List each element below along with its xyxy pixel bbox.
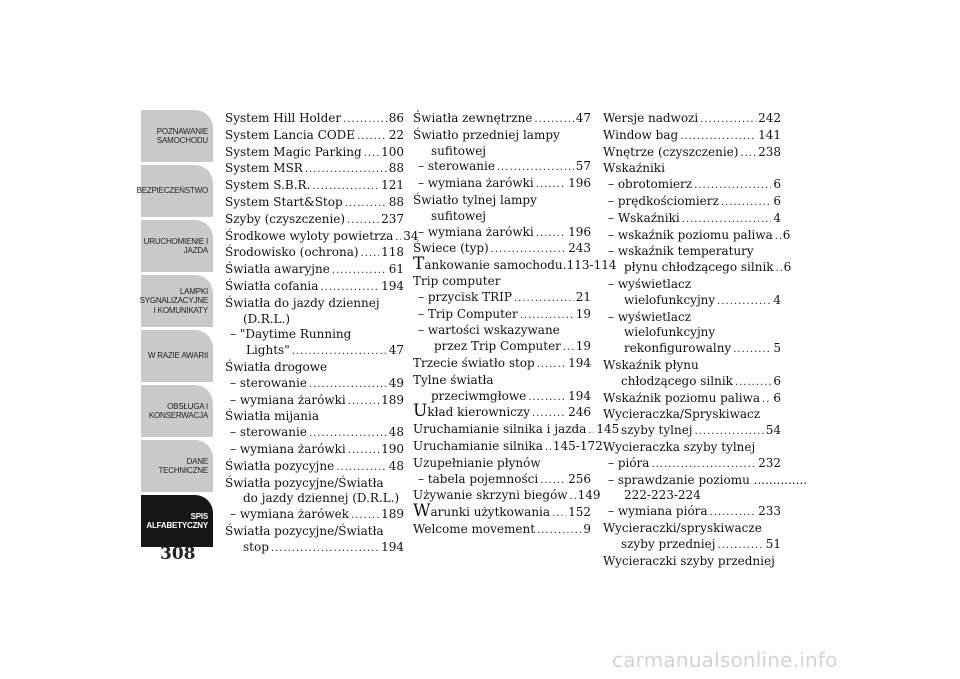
index-entry bbox=[603, 277, 781, 310]
index-entry bbox=[225, 327, 404, 360]
index-entry-text: Światła pozycyjne/Światła bbox=[225, 523, 384, 538]
leader-dots bbox=[320, 279, 379, 296]
section-tab[interactable]: LAMPKI SYGNALIZACYJNE I KOMUNIKATY bbox=[141, 275, 213, 327]
section-tab[interactable]: URUCHOMIENIE I JAZDA bbox=[141, 220, 213, 272]
leader-dots bbox=[336, 459, 386, 476]
leader-dots bbox=[271, 540, 379, 557]
index-entry bbox=[603, 145, 781, 162]
index-entry bbox=[413, 307, 591, 324]
index-entry-label: Światła zewnętrzne bbox=[413, 111, 533, 125]
index-entry-label: – wymiana żarówki bbox=[418, 224, 534, 239]
page-reference[interactable]: 194 bbox=[568, 355, 591, 370]
index-entry bbox=[225, 360, 404, 376]
page-reference[interactable]: 194 bbox=[381, 278, 404, 293]
leader-dots bbox=[694, 177, 771, 194]
page-number: 308 bbox=[160, 544, 196, 564]
page-reference[interactable]: 22 bbox=[388, 127, 404, 142]
index-entry-text: – wyświetlacz bbox=[608, 276, 692, 291]
index-entry bbox=[225, 279, 404, 296]
page-reference[interactable]: 21 bbox=[575, 289, 591, 304]
page-reference[interactable]: 152 bbox=[568, 505, 591, 520]
index-entry-label: przez Trip Computer bbox=[434, 339, 561, 354]
index-entry-label: – wymiana żarówek bbox=[230, 507, 350, 522]
index-entry bbox=[225, 425, 404, 442]
page-reference[interactable]: 4 bbox=[773, 210, 781, 225]
index-entry-text: – wyświetlacz bbox=[608, 309, 692, 324]
index-entry-label: Lights" bbox=[246, 343, 290, 358]
index-entry bbox=[603, 244, 792, 277]
index-entry bbox=[225, 442, 404, 459]
leader-dots bbox=[491, 241, 566, 258]
leader-dots bbox=[540, 472, 566, 489]
leader-dots bbox=[762, 391, 771, 408]
index-entry bbox=[603, 554, 781, 570]
leader-dots bbox=[721, 194, 772, 211]
index-entry-label: Używanie skrzyni biegów bbox=[413, 488, 568, 503]
leader-dots bbox=[348, 442, 379, 459]
leader-dots bbox=[717, 293, 771, 310]
leader-dots bbox=[345, 195, 387, 212]
index-initial-letter: T bbox=[413, 254, 425, 275]
index-entry-label: System Magic Parking bbox=[225, 144, 362, 159]
index-entry-text: Wycieraczki szyby przedniej bbox=[603, 553, 775, 568]
index-entry-label: Welcome movement bbox=[413, 521, 536, 536]
leader-dots bbox=[309, 425, 387, 442]
index-entry-label: – prędkościomierz bbox=[608, 193, 719, 208]
leader-dots: . bbox=[562, 258, 567, 273]
index-entry bbox=[603, 407, 781, 440]
leader-dots bbox=[309, 376, 387, 393]
page-reference[interactable]: 194 bbox=[568, 388, 591, 403]
index-entry-label: Światła pozycyjne bbox=[225, 458, 335, 473]
page-reference[interactable]: 196 bbox=[568, 224, 591, 239]
page-reference[interactable]: 51 bbox=[765, 536, 781, 551]
index-entry-text: Światła do jazdy dziennej bbox=[225, 295, 380, 310]
leader-dots bbox=[588, 422, 594, 439]
page-reference[interactable]: 145 bbox=[596, 422, 620, 437]
page-reference[interactable]: 48 bbox=[388, 458, 404, 473]
index-entry-label: – Wskaźniki bbox=[608, 210, 680, 225]
page-reference[interactable]: 243 bbox=[568, 241, 591, 256]
index-entry-text: Światła pozycyjne/Światła bbox=[225, 475, 384, 490]
index-entry bbox=[225, 245, 404, 262]
index-entry-label: – wymiana żarówki bbox=[230, 392, 346, 407]
leader-dots bbox=[570, 488, 576, 505]
leader-dots bbox=[528, 389, 566, 406]
index-entry-text: Wycieraczki/spryskiwacze bbox=[603, 520, 762, 535]
page-reference[interactable]: 6 bbox=[782, 227, 791, 242]
index-entry bbox=[603, 128, 781, 145]
index-entry-label: szyby tylnej bbox=[621, 423, 693, 438]
index-entry-label: – tabela pojemności bbox=[418, 471, 539, 486]
leader-dots bbox=[361, 245, 380, 262]
index-entry-text: – wartości wskazywane bbox=[418, 323, 560, 338]
index-entry-label: arunki użytkowania bbox=[430, 505, 551, 520]
index-entry bbox=[413, 176, 591, 193]
section-tab[interactable]: OBSŁUGA I KONSERWACJA bbox=[141, 385, 213, 437]
index-entry bbox=[603, 521, 781, 554]
page-reference[interactable]: 47 bbox=[388, 343, 404, 358]
page-reference[interactable]: 6 bbox=[773, 390, 781, 405]
index-entry-text: – wskaźnik temperatury bbox=[608, 244, 754, 259]
index-entry bbox=[603, 358, 781, 391]
index-entry bbox=[225, 476, 404, 508]
index-entry-label: Uruchamianie silnika i jazda bbox=[413, 422, 587, 437]
index-entry-label: Środowisko (ochrona) bbox=[225, 245, 359, 260]
index-entry-text: (D.R.L.) bbox=[243, 311, 291, 326]
index-entry-text: Tylne światła bbox=[413, 372, 494, 387]
index-entry bbox=[413, 522, 591, 539]
index-entry bbox=[225, 507, 404, 524]
leader-dots bbox=[537, 356, 566, 373]
index-entry-label: Wersje nadwozi bbox=[603, 111, 699, 125]
leader-dots bbox=[292, 343, 387, 360]
index-entry bbox=[413, 159, 591, 176]
leader-dots bbox=[395, 229, 401, 246]
index-entry-label: wielofunkcyjny bbox=[624, 292, 716, 307]
index-entry bbox=[603, 440, 781, 456]
leader-dots bbox=[552, 505, 566, 522]
index-entry bbox=[225, 128, 404, 145]
page-reference[interactable]: 149 bbox=[577, 488, 601, 503]
index-entry-label: Wskaźnik poziomu paliwa bbox=[603, 390, 761, 405]
page-reference[interactable]: 6 bbox=[773, 373, 781, 388]
leader-dots bbox=[305, 161, 387, 178]
page-reference[interactable]: 49 bbox=[388, 375, 404, 390]
index-entry-label: chłodzącego silnik bbox=[621, 373, 733, 388]
index-entry bbox=[413, 254, 617, 275]
page-reference[interactable]: 196 bbox=[568, 176, 591, 191]
index-entry bbox=[603, 472, 808, 505]
page-reference[interactable]: 9 bbox=[583, 521, 591, 536]
index-entry-text: do jazdy dziennej (D.R.L.) bbox=[243, 491, 400, 506]
leader-dots bbox=[775, 228, 781, 245]
index-entry bbox=[413, 456, 591, 472]
leader-dots bbox=[733, 341, 771, 358]
index-entry-label: – pióra bbox=[608, 455, 650, 470]
index-entry-label: – wskaźnik poziomu paliwa bbox=[608, 227, 773, 242]
index-entry bbox=[603, 504, 781, 521]
leader-dots bbox=[347, 212, 379, 229]
leader-dots bbox=[536, 225, 566, 242]
section-tab[interactable]: BEZPIECZEŃSTWO bbox=[141, 165, 213, 217]
leader-dots bbox=[776, 260, 782, 277]
leader-dots bbox=[682, 211, 772, 228]
index-column-3 bbox=[603, 111, 808, 569]
index-entry-label: – sterowanie bbox=[230, 425, 307, 440]
index-entry-label: – sterowanie bbox=[230, 375, 307, 390]
leader-dots bbox=[563, 339, 574, 356]
page-reference[interactable]: 232 bbox=[758, 455, 781, 470]
page-reference[interactable]: 190 bbox=[381, 441, 404, 456]
index-entry-text: sufitowej bbox=[431, 143, 487, 158]
page-reference[interactable]: 34 bbox=[403, 228, 419, 243]
index-entry bbox=[603, 227, 791, 245]
index-entry-label: Szyby (czyszczenie) bbox=[225, 211, 346, 226]
index-entry-label: szyby przedniej bbox=[621, 536, 716, 551]
index-entry-label: – przycisk TRIP bbox=[418, 289, 512, 304]
index-entry-label: – obrotomierz bbox=[608, 177, 693, 192]
index-entry bbox=[413, 373, 591, 406]
watermark: carmanualsonline.info bbox=[612, 648, 838, 672]
page-reference[interactable]: 189 bbox=[381, 507, 404, 522]
index-entry bbox=[225, 524, 404, 557]
page-reference[interactable]: 189 bbox=[381, 392, 404, 407]
index-entry-label: Wnętrze (czyszczenie) bbox=[603, 144, 739, 159]
index-entry-label: System Start&Stop bbox=[225, 194, 343, 209]
leader-dots bbox=[735, 374, 771, 391]
index-entry bbox=[603, 194, 781, 211]
index-column-2 bbox=[413, 111, 620, 539]
index-entry-text: sufitowej bbox=[431, 208, 487, 223]
index-entry bbox=[225, 409, 404, 425]
page-reference[interactable]: 141 bbox=[758, 127, 781, 142]
index-entry-label: Świece (typ) bbox=[413, 241, 489, 256]
section-tab[interactable]: W RAZIE AWARII bbox=[141, 330, 213, 382]
index-entry bbox=[413, 401, 591, 422]
index-entry-text: Wycieraczka szyby tylnej bbox=[603, 439, 756, 454]
index-entry bbox=[413, 274, 591, 290]
index-entry-text: – sprawdzanie poziomu .............. bbox=[608, 472, 808, 487]
page-reference[interactable]: 238 bbox=[758, 144, 781, 159]
page-reference[interactable]: 121 bbox=[381, 178, 404, 193]
leader-dots bbox=[357, 128, 387, 145]
page-reference[interactable]: 237 bbox=[381, 211, 404, 226]
index-entry bbox=[225, 376, 404, 393]
index-entry bbox=[413, 356, 591, 373]
page-reference[interactable]: 6 bbox=[773, 193, 781, 208]
page-reference[interactable]: 145-172 bbox=[552, 438, 603, 453]
page-reference[interactable]: 47 bbox=[575, 111, 591, 125]
page-reference[interactable]: 88 bbox=[388, 161, 404, 176]
index-entry-label: Trzecie światło stop bbox=[413, 355, 535, 370]
index-entry bbox=[225, 393, 404, 410]
index-entry-text: wielofunkcyjny bbox=[624, 325, 716, 340]
index-entry bbox=[225, 145, 404, 162]
index-entry bbox=[225, 178, 404, 195]
section-tab[interactable]: POZNAWANIE SAMOCHODU bbox=[141, 110, 213, 162]
page-reference[interactable]: 19 bbox=[575, 339, 591, 354]
page-reference[interactable]: 61 bbox=[388, 262, 404, 277]
page-reference[interactable]: 100 bbox=[381, 144, 404, 159]
index-entry bbox=[413, 290, 591, 307]
index-entry bbox=[225, 459, 404, 476]
page-reference[interactable]: 57 bbox=[575, 159, 591, 174]
leader-dots bbox=[545, 439, 551, 456]
index-entry-text: Wycieraczka/Spryskiwacz bbox=[603, 407, 761, 422]
leader-dots bbox=[497, 159, 574, 176]
index-entry-label: System Hill Holder bbox=[225, 111, 342, 125]
page-reference[interactable]: 54 bbox=[765, 423, 781, 438]
page-reference[interactable]: 194 bbox=[381, 539, 404, 554]
page-reference[interactable]: 233 bbox=[758, 504, 781, 519]
page-reference[interactable]: 6 bbox=[773, 177, 781, 192]
index-entry-label: kład kierowniczy bbox=[427, 405, 530, 420]
index-entry-text: Światło tylnej lampy bbox=[413, 192, 537, 207]
index-entry-label: – wymiana żarówki bbox=[230, 441, 346, 456]
index-entry bbox=[603, 161, 781, 177]
index-entry bbox=[225, 111, 404, 128]
index-entry bbox=[413, 193, 591, 225]
index-entry bbox=[413, 488, 601, 505]
page-reference[interactable]: 242 bbox=[758, 111, 781, 125]
page-reference[interactable]: 6 bbox=[783, 260, 792, 275]
index-entry bbox=[225, 262, 404, 279]
index-entry-label: Uruchamianie silnika bbox=[413, 438, 543, 453]
leader-dots bbox=[651, 456, 756, 473]
index-entry-text: Światło przedniej lampy bbox=[413, 127, 560, 142]
index-entry bbox=[225, 195, 404, 212]
index-entry-text: Wskaźniki bbox=[603, 161, 665, 176]
index-entry bbox=[225, 212, 404, 229]
index-entry bbox=[603, 177, 781, 194]
leader-dots bbox=[740, 145, 756, 162]
index-entry bbox=[225, 228, 419, 246]
page-reference[interactable]: 5 bbox=[773, 341, 781, 356]
index-entry-text: Światła mijania bbox=[225, 409, 319, 424]
leader-dots bbox=[520, 307, 574, 324]
leader-dots bbox=[695, 423, 764, 440]
index-entry bbox=[603, 111, 781, 128]
index-entry bbox=[413, 111, 591, 128]
index-entry bbox=[413, 323, 591, 356]
section-tab[interactable]: DANE TECHNICZNE bbox=[141, 440, 213, 492]
index-entry-text: 222-223-224 bbox=[624, 488, 701, 503]
index-entry bbox=[413, 472, 591, 489]
index-entry-label: – Trip Computer bbox=[418, 306, 518, 321]
leader-dots bbox=[332, 262, 387, 279]
page-reference[interactable]: 256 bbox=[568, 471, 591, 486]
index-entry bbox=[603, 211, 781, 228]
index-entry bbox=[413, 422, 620, 439]
index-entry-label: System MSR bbox=[225, 161, 303, 176]
leader-dots bbox=[700, 111, 756, 128]
index-entry-label: System Lancia CODE bbox=[225, 127, 356, 142]
index-entry-label: płynu chłodzącego silnik bbox=[624, 260, 774, 275]
section-tab[interactable]: SPIS ALFABETYCZNY bbox=[141, 495, 213, 547]
page-reference[interactable]: 88 bbox=[388, 194, 404, 209]
index-entry-text: Światła drogowe bbox=[225, 359, 328, 374]
index-entry-label: – wymiana pióra bbox=[608, 504, 708, 519]
index-entry-label: Window bag bbox=[603, 127, 679, 142]
index-entry-label: – wymiana żarówki bbox=[418, 176, 534, 191]
index-entry-label: Światła awaryjne bbox=[225, 262, 330, 277]
index-entry bbox=[413, 225, 591, 242]
leader-dots bbox=[532, 405, 566, 422]
leader-dots bbox=[351, 507, 379, 524]
page-reference[interactable]: 86 bbox=[388, 111, 404, 125]
leader-dots bbox=[514, 290, 574, 307]
leader-dots bbox=[680, 128, 756, 145]
index-entry bbox=[413, 128, 591, 160]
leader-dots bbox=[536, 176, 566, 193]
leader-dots bbox=[534, 111, 573, 128]
page-reference[interactable]: 118 bbox=[381, 245, 404, 260]
index-entry-label: Środkowe wyloty powietrza bbox=[225, 228, 394, 243]
page-reference[interactable]: 48 bbox=[388, 425, 404, 440]
index-entry-label: przeciwmgłowe bbox=[431, 388, 527, 403]
index-initial-letter: U bbox=[413, 401, 428, 422]
leader-dots bbox=[348, 393, 379, 410]
page-reference[interactable]: 4 bbox=[773, 292, 781, 307]
leader-dots bbox=[710, 504, 757, 521]
index-entry-text: – "Daytime Running bbox=[230, 327, 352, 342]
page-reference[interactable]: 246 bbox=[568, 405, 591, 420]
section-tabs bbox=[136, 110, 213, 550]
leader-dots bbox=[343, 111, 387, 128]
index-column-1 bbox=[225, 111, 419, 557]
page-reference[interactable]: 19 bbox=[575, 306, 591, 321]
index-entry bbox=[225, 296, 404, 328]
leader-dots bbox=[312, 178, 379, 195]
leader-dots bbox=[537, 522, 581, 539]
page-reference[interactable]: 113-114 bbox=[566, 258, 617, 273]
index-entry bbox=[603, 391, 781, 408]
index-entry bbox=[603, 456, 781, 473]
index-entry bbox=[413, 241, 591, 258]
leader-dots bbox=[717, 537, 763, 554]
index-entry-text: Trip computer bbox=[413, 273, 501, 288]
index-entry-text: Wskaźnik płynu bbox=[603, 357, 699, 372]
index-entry-label: Światła cofania bbox=[225, 278, 319, 293]
leader-dots bbox=[364, 145, 379, 162]
index-entry-label: ankowanie samochodu bbox=[424, 258, 563, 273]
index-entry-label: – sterowanie bbox=[418, 159, 495, 174]
index-entry bbox=[603, 310, 781, 358]
index-entry bbox=[225, 161, 404, 178]
index-entry-text: Uzupełnianie płynów bbox=[413, 455, 541, 470]
index-entry-label: System S.B.R. bbox=[225, 178, 311, 193]
index-entry-label: stop bbox=[243, 539, 269, 554]
index-entry bbox=[413, 438, 603, 456]
index-initial-letter: W bbox=[413, 501, 431, 522]
index-entry bbox=[413, 501, 591, 522]
index-entry-label: rekonfigurowalny bbox=[624, 341, 732, 356]
